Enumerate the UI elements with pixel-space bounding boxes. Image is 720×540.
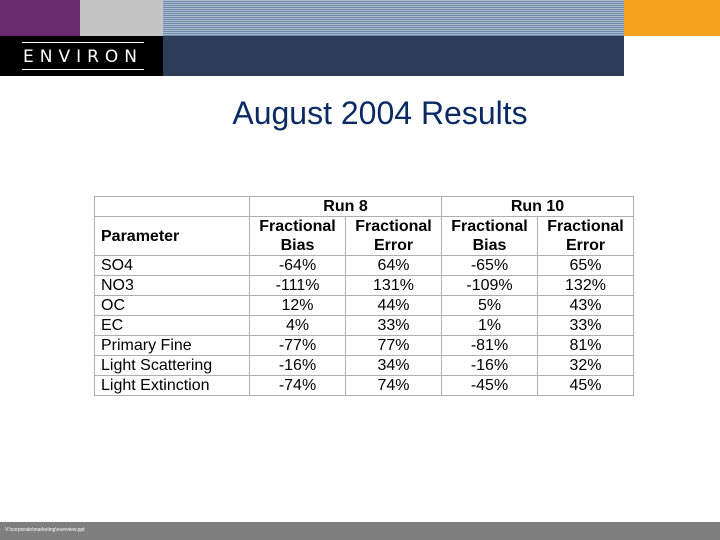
banner-purple-block	[0, 0, 80, 36]
header-line: Fractional	[355, 218, 432, 235]
table-row	[95, 316, 634, 336]
cell-run8-error: 131%	[346, 276, 442, 296]
table-header-run8-bias	[250, 217, 346, 256]
banner-orange-block	[624, 0, 720, 36]
cell-run8-bias: -77%	[250, 336, 346, 356]
cell-run8-bias: 4%	[250, 316, 346, 336]
table-group-header-run10: Run 10	[442, 197, 634, 217]
row-parameter: Primary Fine	[95, 336, 250, 356]
cell-run8-bias: -64%	[250, 256, 346, 276]
cell-run8-bias: -74%	[250, 376, 346, 396]
table-row	[95, 256, 634, 276]
cell-run10-bias: 5%	[442, 296, 538, 316]
cell-run10-bias: -81%	[442, 336, 538, 356]
cell-run10-error: 65%	[538, 256, 634, 276]
banner-striped-block	[163, 0, 624, 36]
cell-run10-error: 132%	[538, 276, 634, 296]
cell-run8-error: 34%	[346, 356, 442, 376]
cell-run8-error: 33%	[346, 316, 442, 336]
header-line: Fractional	[451, 218, 528, 235]
table-header-empty	[95, 197, 250, 217]
header-line: Error	[373, 237, 414, 254]
cell-run10-error: 45%	[538, 376, 634, 396]
cell-run8-error: 74%	[346, 376, 442, 396]
results-table	[94, 196, 634, 396]
table-row	[95, 376, 634, 396]
table-row	[95, 336, 634, 356]
table-group-header-row	[95, 197, 634, 217]
cell-run8-error: 77%	[346, 336, 442, 356]
cell-run10-error: 81%	[538, 336, 634, 356]
table-group-header-run8: Run 8	[250, 197, 442, 217]
cell-run8-error: 44%	[346, 296, 442, 316]
cell-run10-bias: -109%	[442, 276, 538, 296]
cell-run8-bias: -111%	[250, 276, 346, 296]
cell-run10-error: 33%	[538, 316, 634, 336]
row-parameter: NO3	[95, 276, 250, 296]
cell-run10-bias: 1%	[442, 316, 538, 336]
banner-gray-block	[80, 0, 163, 36]
header-line: Fractional	[259, 218, 336, 235]
cell-run10-bias: -16%	[442, 356, 538, 376]
table-header-run8-error	[346, 217, 442, 256]
cell-run10-error: 32%	[538, 356, 634, 376]
row-parameter: Light Extinction	[95, 376, 250, 396]
slide-title: August 2004 Results	[232, 95, 528, 131]
footer-bar	[0, 522, 720, 540]
table-sub-header-row	[95, 217, 634, 256]
table-row	[95, 356, 634, 376]
cell-run10-bias: -65%	[442, 256, 538, 276]
row-parameter: SO4	[95, 256, 250, 276]
cell-run8-bias: -16%	[250, 356, 346, 376]
table-row	[95, 276, 634, 296]
row-parameter: Light Scattering	[95, 356, 250, 376]
row-parameter: EC	[95, 316, 250, 336]
header-banner	[0, 0, 720, 76]
footer-file-path: V:\corporate\marketing\overview.ppt	[5, 527, 85, 533]
table-header-run10-error	[538, 217, 634, 256]
table-row	[95, 296, 634, 316]
table-header-parameter: Parameter	[95, 217, 250, 256]
banner-navy-block	[163, 36, 624, 76]
environ-logo: ENVIRON	[22, 42, 144, 70]
row-parameter: OC	[95, 296, 250, 316]
cell-run10-error: 43%	[538, 296, 634, 316]
cell-run10-bias: -45%	[442, 376, 538, 396]
cell-run8-error: 64%	[346, 256, 442, 276]
header-line: Fractional	[547, 218, 624, 235]
cell-run8-bias: 12%	[250, 296, 346, 316]
header-line: Bias	[472, 237, 507, 254]
header-line: Bias	[280, 237, 315, 254]
table-header-run10-bias	[442, 217, 538, 256]
header-line: Error	[565, 237, 606, 254]
